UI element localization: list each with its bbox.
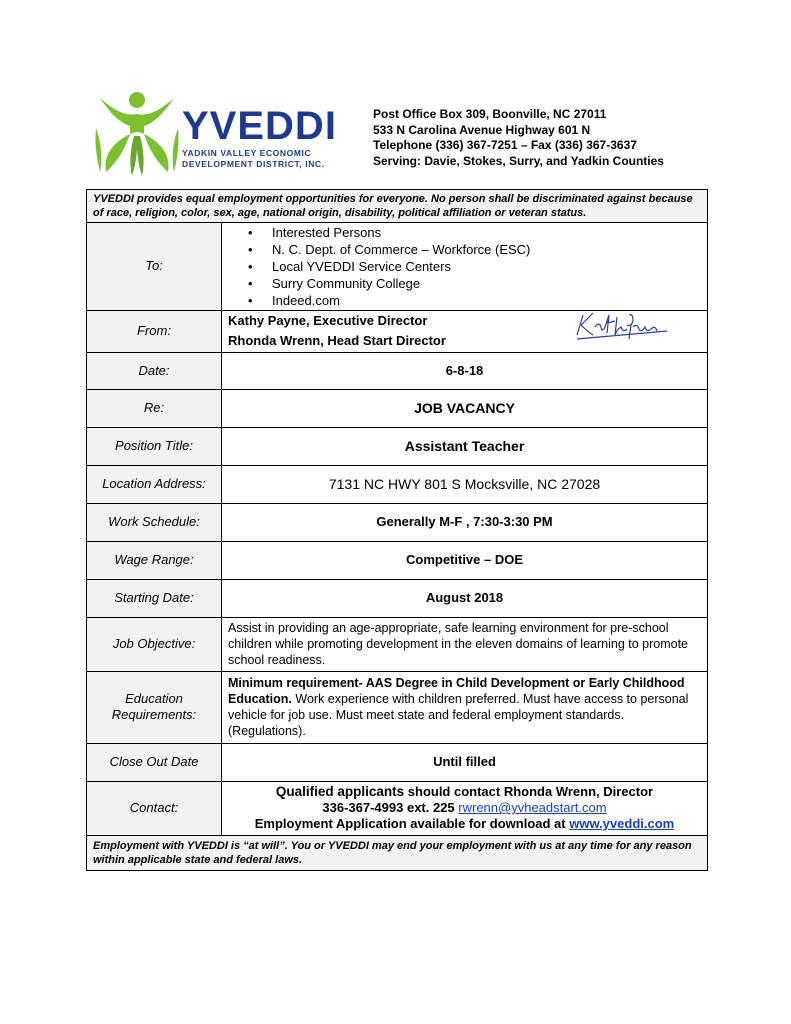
value-re: JOB VACANCY	[222, 389, 708, 427]
label-from: From:	[87, 310, 222, 352]
value-schedule: Generally M-F , 7:30-3:30 PM	[222, 503, 708, 541]
label-schedule: Work Schedule:	[87, 503, 222, 541]
education-min-requirement: Minimum requirement- AAS Degree in Child Development or Early Childhood Education.	[228, 676, 685, 706]
row-re	[87, 389, 707, 427]
row-closeout	[87, 743, 707, 781]
label-to: To:	[87, 223, 222, 310]
contact-phone: 336-367-4993 ext. 225	[322, 800, 459, 815]
from-line-2: Rhonda Wrenn, Head Start Director	[228, 333, 446, 348]
to-item: • N. C. Dept. of Commerce – Workforce (ESC)	[248, 241, 707, 258]
to-item: • Surry Community College	[248, 275, 707, 292]
contact-line-2	[228, 800, 701, 816]
label-objective: Job Objective:	[87, 617, 222, 671]
label-contact: Contact:	[87, 781, 222, 835]
header-line-2: 533 N Carolina Avenue Highway 601 N	[373, 122, 591, 137]
contact-line-3	[228, 816, 701, 832]
to-item: • Interested Persons	[248, 224, 707, 241]
to-item: • Local YVEDDI Service Centers	[248, 258, 707, 275]
row-contact	[87, 781, 707, 835]
label-position: Position Title:	[87, 427, 222, 465]
label-re: Re:	[87, 389, 222, 427]
person-leaf-logo-icon	[92, 88, 182, 178]
job-vacancy-form	[86, 189, 708, 871]
label-wage: Wage Range:	[87, 541, 222, 579]
value-to	[222, 223, 708, 310]
header-line-3: Telephone (336) 367-7251 – Fax (336) 367-3637	[373, 138, 637, 152]
logo-subtitle-line2: DEVELOPMENT DISTRICT, INC.	[182, 159, 325, 169]
contact-qualified: Qualified applicants	[275, 784, 405, 799]
row-schedule	[87, 503, 707, 541]
education-details: Work experience with children preferred. Must have access to personal vehicle for job use. Must meet state and federal employment standards. (Regulations).	[228, 692, 689, 738]
value-date: 6-8-18	[222, 352, 708, 389]
logo-subtitle	[182, 148, 332, 170]
value-education	[222, 671, 708, 743]
signature-icon	[571, 309, 671, 343]
website-link[interactable]: www.yveddi.com	[569, 816, 675, 831]
row-wage	[87, 541, 707, 579]
contact-line-1	[228, 784, 701, 800]
yveddi-logo	[92, 88, 337, 178]
header-line-4: Serving: Davie, Stokes, Surry, and Yadkin Counties	[373, 153, 664, 168]
row-position	[87, 427, 707, 465]
to-item: • Indeed.com	[248, 292, 707, 309]
value-objective: Assist in providing an age-appropriate, safe learning environment for pre-school children while promoting development in the eleven domains of learning to promote school readiness.	[222, 617, 708, 671]
vacancy-table	[87, 223, 707, 836]
value-from	[222, 310, 708, 352]
row-location	[87, 465, 707, 503]
row-start	[87, 579, 707, 617]
row-objective	[87, 617, 707, 671]
eeo-notice: YVEDDI provides equal employment opportunities for everyone. No person shall be discriminated against because of race, religion, color, sex, age, national origin, disability, political affiliation or veteran status.	[87, 190, 707, 223]
logo-subtitle-line1: YADKIN VALLEY ECONOMIC	[182, 148, 312, 158]
at-will-notice: Employment with YVEDDI is “at will”. You or YVEDDI may end your employment with us at any time for any reason within applicable state and federal laws.	[87, 836, 707, 870]
value-contact	[222, 781, 708, 835]
label-location: Location Address:	[87, 465, 222, 503]
contact-line1-rest: should contact Rhonda Wrenn, Director	[404, 784, 654, 799]
label-education-line1: Education	[125, 691, 183, 706]
from-line-1: Kathy Payne, Executive Director	[228, 313, 428, 328]
contact-application-text: Employment Application available for download at	[254, 816, 570, 831]
value-location: 7131 NC HWY 801 S Mocksville, NC 27028	[222, 465, 708, 503]
value-start: August 2018	[222, 579, 708, 617]
row-to	[87, 223, 707, 310]
header-contact-info	[373, 107, 664, 169]
row-from	[87, 310, 707, 352]
value-wage: Competitive – DOE	[222, 541, 708, 579]
label-closeout: Close Out Date	[87, 743, 222, 781]
logo-name: YVEDDI	[182, 104, 337, 148]
label-start: Starting Date:	[87, 579, 222, 617]
from-wrap	[228, 313, 701, 349]
contact-email-link[interactable]: rwrenn@yvheadstart.com	[458, 800, 607, 815]
value-position: Assistant Teacher	[222, 427, 708, 465]
row-date	[87, 352, 707, 389]
header-line-1: Post Office Box 309, Boonville, NC 27011	[373, 107, 607, 121]
row-education	[87, 671, 707, 743]
label-date: Date:	[87, 352, 222, 389]
label-education	[87, 671, 222, 743]
label-education-line2: Requirements:	[111, 707, 197, 722]
value-closeout: Until filled	[222, 743, 708, 781]
to-list	[222, 224, 707, 309]
